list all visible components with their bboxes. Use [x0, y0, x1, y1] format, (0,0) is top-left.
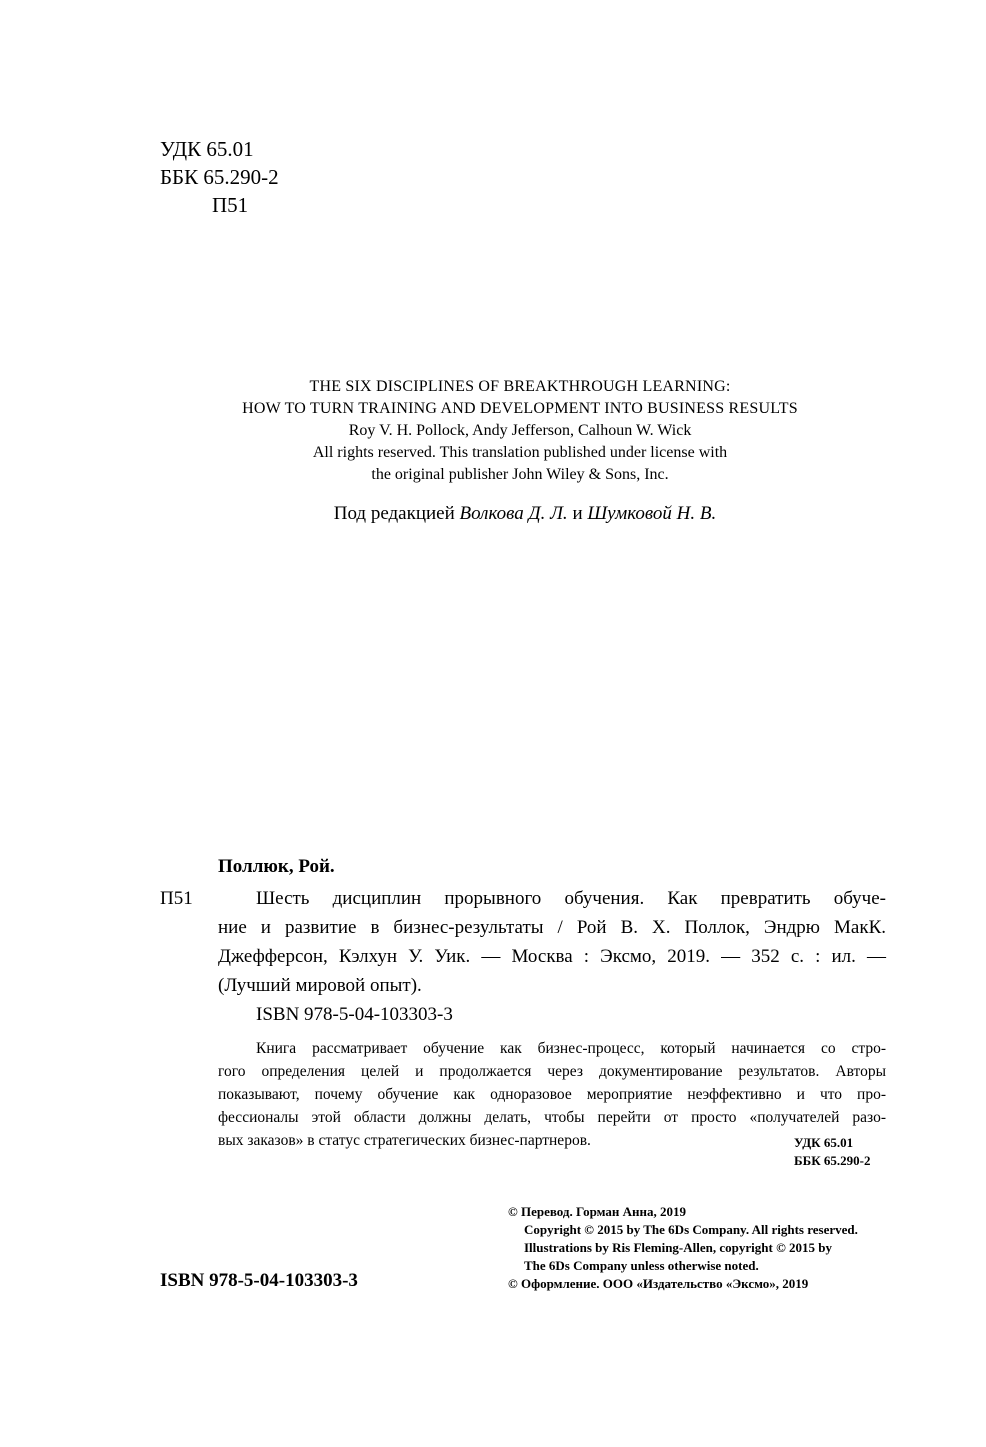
original-edition [160, 376, 880, 486]
original-authors: Roy V. H. Pollock, Andy Jefferson, Calhoun W. Wick [348, 422, 692, 439]
biblio-description [218, 884, 886, 1000]
biblio-line1: Шесть дисциплин прорывного обучения. Как превратить обуче- [256, 888, 886, 909]
copyright-illustrations: Illustrations by Ris Fleming-Allen, copyright © 2015 by [524, 1240, 833, 1255]
editors-conj: и [567, 503, 588, 524]
annotation-line1: Книга рассматривает обучение как бизнес-процесс, который начинается со стро- [256, 1040, 886, 1057]
author-mark: П51 [212, 193, 249, 217]
copyright-design: © Оформление. ООО «Издательство «Эксмо», 2019 [508, 1276, 809, 1291]
biblio-line2: ние и развитие в бизнес-результаты / Рой В. Х. Поллок, Эндрю МакК. [218, 917, 886, 938]
biblio-line3: Джефферсон, Кэлхун У. Уик. — Москва : Эксмо, 2019. — 352 с. : ил. — [218, 946, 886, 967]
editors-prefix: Под редакцией [333, 503, 460, 524]
annotation [218, 1037, 886, 1152]
udk-code: УДК 65.01 [160, 137, 254, 161]
copyright-illustrations-cont: The 6Ds Company unless otherwise noted. [524, 1258, 759, 1273]
annotation-line2: гого определения целей и продолжается через документирование результатов. Авторы [218, 1063, 886, 1080]
original-title-line1: THE SIX DISCIPLINES OF BREAKTHROUGH LEARNING: [309, 378, 731, 395]
editors-line [160, 503, 890, 525]
editor-2: Шумковой Н. В. [587, 503, 717, 524]
udk-code-small: УДК 65.01 [794, 1135, 854, 1150]
editor-1: Волкова Д. Л. [459, 503, 568, 524]
rights-line2: the original publisher John Wiley & Sons, Inc. [371, 466, 669, 483]
bbk-code: ББК 65.290-2 [160, 165, 279, 189]
original-title-line2: HOW TO TURN TRAINING AND DEVELOPMENT INTO BUSINESS RESULTS [242, 400, 798, 417]
annotation-line5: вых заказов» в статус стратегических бизнес-партнеров. [218, 1132, 591, 1149]
biblio-line4: (Лучший мировой опыт). [218, 975, 422, 996]
annotation-line4: фессионалы этой области должны делать, чтобы перейти от просто «получателей разо- [218, 1109, 886, 1126]
copyright-translation: © Перевод. Горман Анна, 2019 [508, 1204, 687, 1219]
annotation-line3: показывают, почему обучение как одноразовое мероприятие неэффективно и что про- [218, 1086, 886, 1103]
biblio-mark: П51 [160, 888, 193, 909]
rights-line1: All rights reserved. This translation published under license with [312, 444, 728, 461]
copyright-original: Copyright © 2015 by The 6Ds Company. All rights reserved. [524, 1222, 858, 1237]
biblio-author-heading: Поллюк, Рой. [218, 856, 335, 877]
bbk-code-small: ББК 65.290-2 [794, 1153, 871, 1168]
biblio-isbn: ISBN 978-5-04-103303-3 [256, 1004, 453, 1025]
bottom-isbn: ISBN 978-5-04-103303-3 [160, 1270, 358, 1291]
